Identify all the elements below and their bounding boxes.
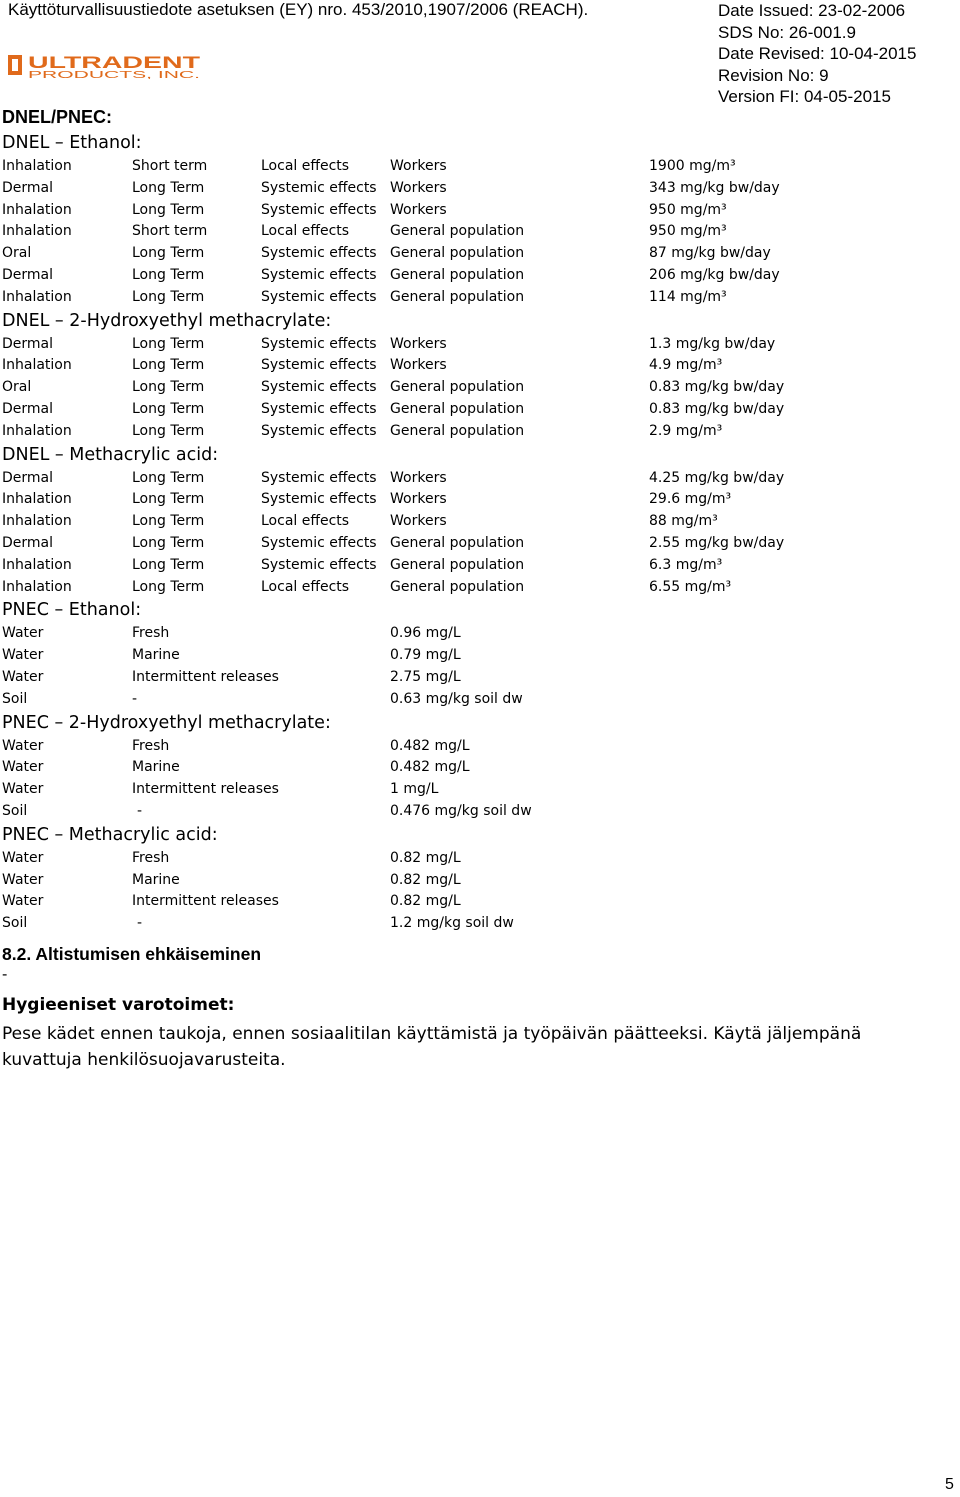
pnec-value: 0.96 mg/L (390, 625, 461, 642)
dnel-duration: Short term (132, 158, 208, 174)
dnel-effect: Systemic effects (261, 400, 377, 417)
dnel-route: Dermal (2, 179, 54, 196)
dnel-row (2, 533, 952, 555)
dnel-value: 4.9 mg/m³ (649, 357, 723, 374)
dnel-effect: Local effects (261, 158, 350, 174)
ultradent-logo (8, 53, 202, 79)
pnec-row (2, 645, 952, 667)
dnel-duration: Short term (132, 223, 208, 240)
pnec-type: Marine (132, 759, 180, 776)
dnel-duration: Long Term (132, 266, 205, 283)
dnel-route: Inhalation (2, 556, 72, 573)
dnel-route: Inhalation (2, 513, 72, 530)
dnel-row (2, 399, 952, 421)
dnel-ethanol-table (2, 156, 952, 309)
dnel-value: 88 mg/m³ (649, 513, 718, 530)
dnel-population: General population (390, 556, 525, 573)
pnec-type: Intermittent releases (132, 668, 279, 685)
dnel-value: 950 mg/m³ (649, 201, 727, 218)
pnec-row (2, 623, 952, 645)
dnel-value: 6.55 mg/m³ (649, 578, 732, 595)
dnel-row (2, 156, 952, 178)
hygiene-text: Pese kädet ennen taukoja, ennen sosiaalitilan käyttämistä ja työpäivän päätteeksi. Käytä jäljempänä kuvattuja henkilösuojavarusteita. (2, 1024, 862, 1070)
pnec-row (2, 913, 952, 935)
pnec-value: 0.82 mg/L (390, 871, 461, 888)
date-revised: Date Revised: 10-04-2015 (718, 44, 917, 63)
dnel-population: General population (390, 245, 525, 262)
dnel-row (2, 200, 952, 222)
pnec-type: - (137, 915, 143, 932)
revision-number: Revision No: 9 (718, 65, 829, 85)
pnec-type: Fresh (132, 849, 170, 866)
pnec-row (2, 757, 952, 779)
dnel-row (2, 421, 952, 443)
dnel-route: Dermal (2, 400, 54, 417)
pnec-hema-table (2, 736, 952, 823)
dnel-ethanol-title: DNEL – Ethanol: (2, 133, 142, 153)
dnel-effect: Systemic effects (261, 556, 377, 573)
pnec-type: Marine (132, 871, 180, 888)
dnel-route: Inhalation (2, 578, 72, 595)
dnel-effect: Local effects (261, 578, 350, 595)
pnec-row (2, 689, 952, 711)
dnel-population: General population (390, 266, 525, 283)
dnel-population: General population (390, 288, 525, 305)
pnec-value: 0.482 mg/L (390, 759, 470, 776)
dnel-row (2, 287, 952, 309)
pnec-value: 0.476 mg/kg soil dw (390, 802, 532, 819)
pnec-compartment: Water (2, 893, 44, 910)
pnec-ethanol-title: PNEC – Ethanol: (2, 600, 142, 621)
dnel-duration: Long Term (132, 422, 205, 439)
pnec-value: 0.63 mg/kg soil dw (390, 690, 523, 707)
pnec-hema-title: PNEC – 2-Hydroxyethyl methacrylate: (2, 712, 331, 733)
dnel-duration: Long Term (132, 201, 205, 218)
dnel-route: Oral (2, 379, 32, 396)
dnel-route: Dermal (2, 335, 54, 352)
pnec-type: - (137, 802, 143, 819)
document-meta (718, 0, 916, 108)
pnec-row (2, 891, 952, 913)
dnel-route: Inhalation (2, 201, 72, 218)
dnel-duration: Long Term (132, 469, 205, 486)
dnel-effect: Systemic effects (261, 534, 377, 551)
dnel-population: General population (390, 223, 525, 240)
pnec-type: Intermittent releases (132, 893, 279, 910)
document-title: Käyttöturvallisuustiedote asetuksen (EY) nro. 453/2010,1907/2006 (REACH). (8, 0, 589, 19)
pnec-value: 0.482 mg/L (390, 737, 470, 754)
dnel-route: Inhalation (2, 357, 72, 374)
dnel-row (2, 265, 952, 287)
pnec-compartment: Water (2, 871, 44, 888)
pnec-type: Intermittent releases (132, 781, 279, 798)
pnec-value: 1.2 mg/kg soil dw (390, 915, 514, 932)
dnel-value: 206 mg/kg bw/day (649, 266, 780, 283)
dnel-population: Workers (390, 335, 447, 352)
pnec-compartment: Soil (2, 915, 28, 932)
pnec-compartment: Water (2, 625, 44, 642)
dnel-effect: Systemic effects (261, 335, 377, 352)
dnel-row (2, 178, 952, 200)
logo-subtext: PRODUCTS, INC. (28, 70, 200, 79)
dnel-effect: Systemic effects (261, 379, 377, 396)
dnel-effect: Systemic effects (261, 422, 377, 439)
dnel-value: 343 mg/kg bw/day (649, 179, 780, 196)
pnec-type: - (132, 690, 138, 707)
pnec-value: 0.82 mg/L (390, 893, 461, 910)
dnel-route: Dermal (2, 266, 54, 283)
pnec-row (2, 779, 952, 801)
logo-mark-inner (12, 59, 18, 71)
pnec-row (2, 667, 952, 689)
dnel-value: 0.83 mg/kg bw/day (649, 400, 785, 417)
dnel-row (2, 334, 952, 356)
pnec-compartment: Water (2, 647, 44, 664)
pnec-value: 0.82 mg/L (390, 849, 461, 866)
dnel-row (2, 577, 952, 599)
dnel-row (2, 377, 952, 399)
pnec-compartment: Water (2, 668, 44, 685)
dnel-value: 1.3 mg/kg bw/day (649, 335, 776, 352)
dnel-methacrylic-title: DNEL – Methacrylic acid: (2, 444, 219, 465)
dnel-value: 950 mg/m³ (649, 223, 727, 240)
dnel-effect: Systemic effects (261, 201, 377, 218)
pnec-row (2, 801, 952, 823)
dnel-hema-table (2, 334, 952, 443)
pnec-compartment: Water (2, 759, 44, 776)
dnel-route: Oral (2, 245, 32, 262)
pnec-compartment: Soil (2, 690, 28, 707)
pnec-methacrylic-table (2, 848, 952, 935)
dnel-effect: Local effects (261, 223, 350, 240)
dnel-route: Dermal (2, 469, 54, 486)
dnel-population: Workers (390, 513, 447, 530)
dnel-effect: Systemic effects (261, 357, 377, 374)
sds-number: SDS No: 26-001.9 (718, 22, 856, 42)
dnel-duration: Long Term (132, 288, 205, 305)
dnel-value: 2.55 mg/kg bw/day (649, 534, 785, 551)
dnel-effect: Systemic effects (261, 491, 377, 508)
pnec-type: Fresh (132, 737, 170, 754)
dnel-effect: Systemic effects (261, 469, 377, 486)
dnel-hema-title: DNEL – 2-Hydroxyethyl methacrylate: (2, 310, 332, 331)
page-number: 5 (945, 1476, 954, 1493)
dnel-population: General population (390, 400, 525, 417)
pnec-compartment: Water (2, 849, 44, 866)
dnel-row (2, 489, 952, 511)
dnel-row (2, 243, 952, 265)
dnel-population: Workers (390, 469, 447, 486)
dnel-population: Workers (390, 357, 447, 374)
section-8-2-heading: 8.2. Altistumisen ehkäiseminen (2, 944, 262, 964)
dnel-duration: Long Term (132, 578, 205, 595)
dnel-duration: Long Term (132, 556, 205, 573)
dnel-effect: Systemic effects (261, 179, 377, 196)
section-title: DNEL/PNEC: (2, 107, 113, 127)
dnel-duration: Long Term (132, 357, 205, 374)
dnel-value: 87 mg/kg bw/day (649, 245, 771, 262)
dnel-population: Workers (390, 158, 447, 174)
dnel-value: 6.3 mg/m³ (649, 556, 723, 573)
dnel-route: Inhalation (2, 422, 72, 439)
dnel-value: 114 mg/m³ (649, 288, 727, 305)
dnel-route: Inhalation (2, 223, 72, 240)
pnec-compartment: Water (2, 737, 44, 754)
hygiene-title: Hygieeniset varotoimet: (2, 995, 235, 1015)
dnel-population: General population (390, 578, 525, 595)
dnel-route: Inhalation (2, 158, 72, 174)
dnel-row (2, 355, 952, 377)
dnel-row (2, 511, 952, 533)
dnel-value: 0.83 mg/kg bw/day (649, 379, 785, 396)
dnel-duration: Long Term (132, 491, 205, 508)
dnel-duration: Long Term (132, 379, 205, 396)
dnel-value: 1900 mg/m³ (649, 158, 736, 174)
dnel-duration: Long Term (132, 335, 205, 352)
version: Version FI: 04-05-2015 (718, 87, 891, 106)
pnec-row (2, 848, 952, 870)
dnel-population: General population (390, 534, 525, 551)
dnel-population: General population (390, 422, 525, 439)
dnel-row (2, 468, 952, 490)
dnel-population: Workers (390, 201, 447, 218)
dnel-route: Inhalation (2, 491, 72, 508)
dnel-population: Workers (390, 491, 447, 508)
dnel-row (2, 555, 952, 577)
logo-text: ULTRADENT (28, 53, 202, 72)
dnel-pnec-content (2, 131, 952, 935)
dnel-effect: Systemic effects (261, 245, 377, 262)
dnel-duration: Long Term (132, 245, 205, 262)
pnec-value: 0.79 mg/L (390, 647, 461, 664)
dnel-value: 4.25 mg/kg bw/day (649, 469, 785, 486)
pnec-row (2, 870, 952, 892)
dnel-methacrylic-table (2, 468, 952, 599)
dnel-population: Workers (390, 179, 447, 196)
dnel-duration: Long Term (132, 513, 205, 530)
pnec-value: 2.75 mg/L (390, 668, 461, 685)
dnel-duration: Long Term (132, 534, 205, 551)
dnel-route: Dermal (2, 534, 54, 551)
dnel-duration: Long Term (132, 400, 205, 417)
dnel-effect: Systemic effects (261, 266, 377, 283)
pnec-compartment: Soil (2, 802, 28, 819)
dnel-effect: Systemic effects (261, 288, 377, 305)
dnel-population: General population (390, 379, 525, 396)
dnel-row (2, 221, 952, 243)
dnel-effect: Local effects (261, 513, 350, 530)
dnel-value: 29.6 mg/m³ (649, 491, 732, 508)
dnel-value: 2.9 mg/m³ (649, 422, 723, 439)
pnec-row (2, 736, 952, 758)
pnec-compartment: Water (2, 781, 44, 798)
date-issued: Date Issued: 23-02-2006 (718, 1, 906, 20)
pnec-methacrylic-title: PNEC – Methacrylic acid: (2, 824, 218, 845)
pnec-ethanol-table (2, 623, 952, 710)
dash-line: - (2, 966, 8, 983)
dnel-route: Inhalation (2, 288, 72, 305)
dnel-duration: Long Term (132, 179, 205, 196)
pnec-type: Fresh (132, 625, 170, 642)
pnec-value: 1 mg/L (390, 781, 439, 798)
pnec-type: Marine (132, 647, 180, 664)
